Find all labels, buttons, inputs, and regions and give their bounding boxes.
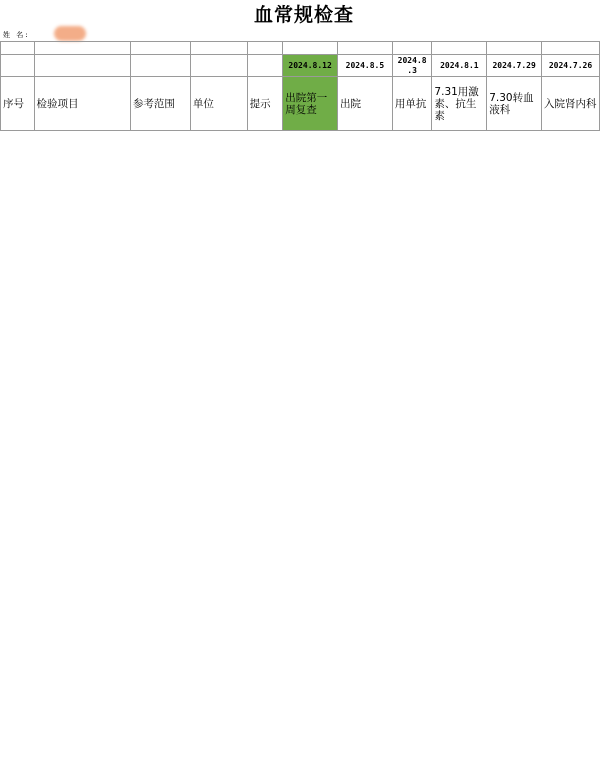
header-row (1, 77, 600, 131)
date-cell: 2024.8.1 (432, 55, 487, 77)
redacted-name-blur (54, 26, 86, 41)
date-cell: 2024.8.12 (283, 55, 338, 77)
page-title: 血常规检查 (253, 4, 354, 26)
date-cell: 2024.8.5 (338, 55, 393, 77)
header-event: 用单抗 (392, 77, 432, 131)
header-seq: 序号 (1, 77, 35, 131)
header-unit: 单位 (190, 77, 247, 131)
date-cell: 2024.8 .3 (392, 55, 432, 77)
header-event: 入院肾内科 (542, 77, 600, 131)
header-event: 出院 (338, 77, 393, 131)
name-label: 姓 名: (3, 31, 30, 39)
date-cell: 2024.7.29 (487, 55, 542, 77)
header-event: 7.30转血液科 (487, 77, 542, 131)
header-range: 参考范围 (130, 77, 190, 131)
patient-name-row (0, 30, 608, 41)
header-event: 7.31用激素、抗生素 (432, 77, 487, 131)
spacer-row (1, 42, 600, 55)
blood-test-table (0, 41, 600, 131)
header-event: 出院第一周复查 (283, 77, 338, 131)
header-item: 检验项目 (34, 77, 130, 131)
header-hint: 提示 (247, 77, 283, 131)
date-row (1, 55, 600, 77)
date-cell: 2024.7.26 (542, 55, 600, 77)
